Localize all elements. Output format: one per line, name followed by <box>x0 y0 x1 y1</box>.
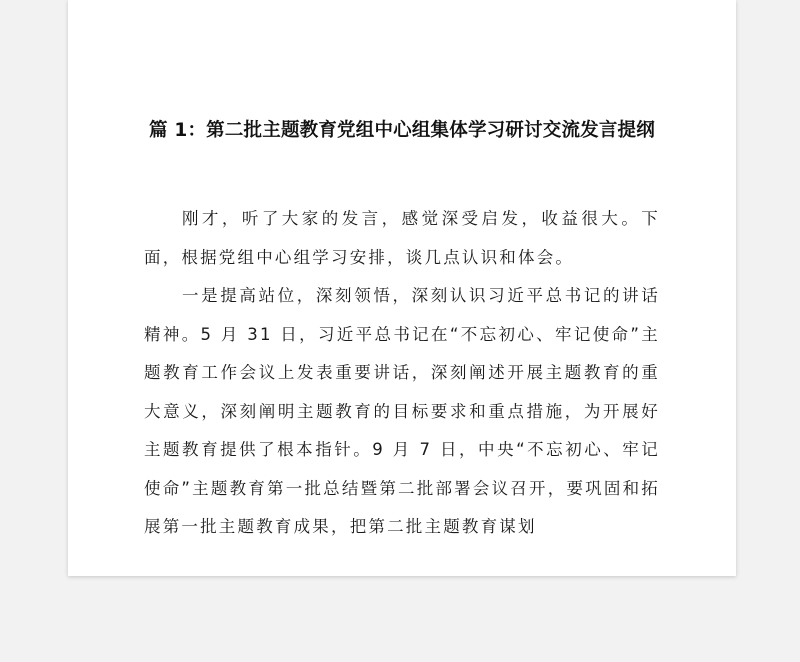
paragraph-opening: 刚才，听了大家的发言，感觉深受启发，收益很大。下面，根据党组中心组学习安排，谈几点认识和体会。 <box>144 209 660 267</box>
document-title: 篇 1：第二批主题教育党组中心组集体学习研讨交流发言提纲 <box>149 120 655 141</box>
paragraph-point-one: 一是提高站位，深刻领悟，深刻认识习近平总书记的讲话精神。5 月 31 日，习近平总书记在“不忘初心、牢记使命”主题教育工作会议上发表重要讲话，深刻阐述开展主题教育的重大意义，深刻阐明主题教育的目标要求和重点措施，为开展好主题教育提供了根本指针。9 月 7 日，中央“不忘初心、牢记使命”主题教育第一批总结暨第二批部署会议召开，要巩固和拓展第一批主题教育成果，把第二批主题教育谋划 <box>144 286 660 536</box>
document-body <box>144 200 660 547</box>
document-page <box>68 0 736 576</box>
